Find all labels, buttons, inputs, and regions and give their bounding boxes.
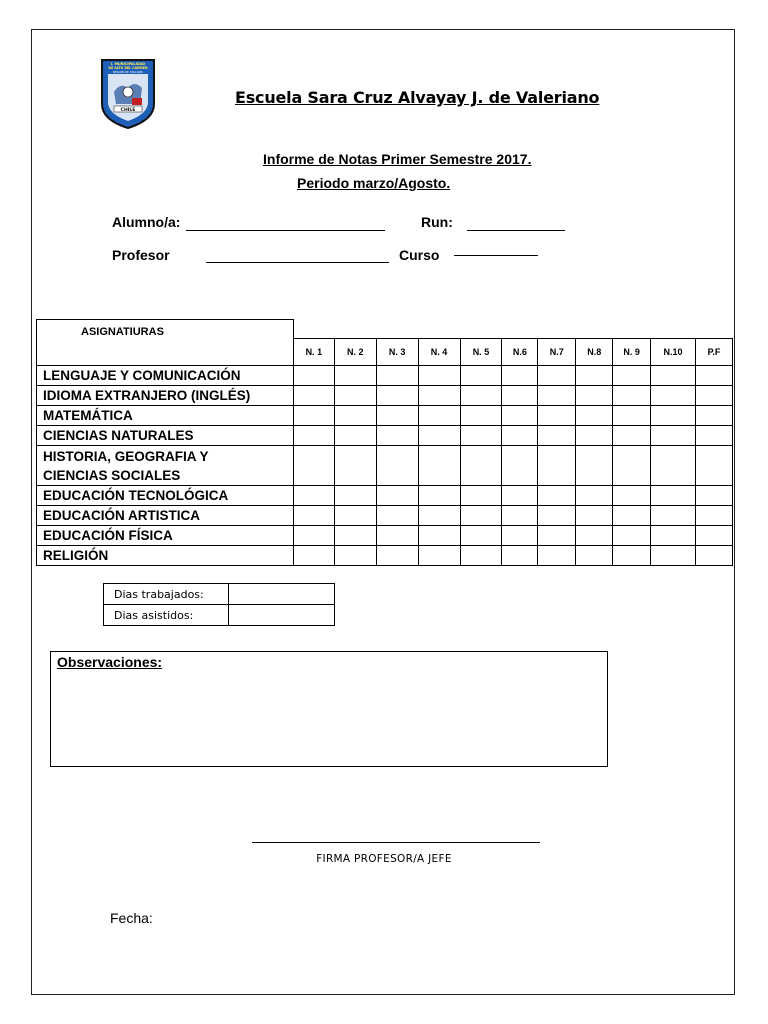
grade-cell[interactable] — [576, 506, 613, 526]
col-n5: N. 5 — [460, 339, 502, 366]
grade-cell[interactable] — [460, 366, 502, 386]
col-n7: N.7 — [538, 339, 576, 366]
grade-cell[interactable] — [376, 386, 418, 406]
run-field-line[interactable] — [467, 230, 565, 231]
logo-country-text: CHILE — [120, 108, 136, 113]
subject-fisica: EDUCACIÓN FÍSICA — [37, 526, 294, 546]
subject-lenguaje: LENGUAJE Y COMUNICACIÓN — [37, 366, 294, 386]
table-row — [37, 446, 733, 486]
grade-cell[interactable] — [418, 506, 460, 526]
subjects-header-cell — [37, 320, 294, 366]
grade-cell[interactable] — [334, 406, 376, 426]
grade-cell[interactable] — [376, 486, 418, 506]
col-pf: P.F — [696, 339, 733, 366]
grade-cell[interactable] — [460, 446, 502, 486]
observations-label: Observaciones: — [57, 654, 163, 670]
grade-cell[interactable] — [696, 426, 733, 446]
col-n4: N. 4 — [418, 339, 460, 366]
col-n1: N. 1 — [293, 339, 334, 366]
grade-cell[interactable] — [613, 426, 651, 446]
grade-cell[interactable] — [613, 526, 651, 546]
grade-cell[interactable] — [334, 486, 376, 506]
grade-cell[interactable] — [576, 526, 613, 546]
school-crest-logo — [100, 58, 156, 130]
student-label: Alumno/a: — [112, 214, 181, 230]
grade-cell[interactable] — [293, 546, 334, 566]
table-row — [37, 486, 733, 506]
grade-cell[interactable] — [460, 386, 502, 406]
grade-cell[interactable] — [334, 526, 376, 546]
header-spacer — [293, 320, 732, 339]
grade-cell[interactable] — [538, 486, 576, 506]
grade-cell[interactable] — [334, 546, 376, 566]
grades-table — [36, 319, 733, 566]
subject-tecnologica: EDUCACIÓN TECNOLÓGICA — [37, 486, 294, 506]
grade-cell[interactable] — [502, 506, 538, 526]
grade-cell[interactable] — [460, 426, 502, 446]
grade-cell[interactable] — [613, 366, 651, 386]
grade-cell[interactable] — [696, 446, 733, 486]
grade-cell[interactable] — [651, 386, 696, 406]
attendance-table — [103, 583, 335, 626]
grade-cell[interactable] — [502, 546, 538, 566]
days-worked-input[interactable] — [228, 584, 334, 605]
grade-cell[interactable] — [696, 386, 733, 406]
logo-text-1: I. MUNICIPALIDAD — [110, 62, 146, 66]
grade-cell[interactable] — [502, 526, 538, 546]
table-row — [37, 546, 733, 566]
grade-cell[interactable] — [418, 366, 460, 386]
subject-historia-line1: HISTORIA, GEOGRAFIA Y — [43, 448, 209, 464]
grade-cell[interactable] — [460, 406, 502, 426]
grade-cell[interactable] — [576, 386, 613, 406]
subject-artistica: EDUCACIÓN ARTISTICA — [37, 506, 294, 526]
grade-cell[interactable] — [293, 426, 334, 446]
table-row — [37, 386, 733, 406]
grade-cell[interactable] — [293, 526, 334, 546]
grade-cell[interactable] — [696, 406, 733, 426]
grade-cell[interactable] — [418, 526, 460, 546]
grade-cell[interactable] — [538, 506, 576, 526]
subject-historia-line2: CIENCIAS SOCIALES — [43, 467, 181, 483]
grade-cell[interactable] — [376, 406, 418, 426]
days-worked-label: Dias trabajados: — [104, 584, 229, 605]
grade-cell[interactable] — [502, 386, 538, 406]
table-row — [37, 406, 733, 426]
grade-cell[interactable] — [376, 546, 418, 566]
grade-cell[interactable] — [576, 446, 613, 486]
run-label: Run: — [421, 214, 453, 230]
table-row — [37, 366, 733, 386]
grade-cell[interactable] — [376, 446, 418, 486]
grade-cell[interactable] — [293, 406, 334, 426]
col-n6: N.6 — [502, 339, 538, 366]
grade-cell[interactable] — [576, 406, 613, 426]
subject-historia — [37, 446, 294, 486]
grade-cell[interactable] — [502, 366, 538, 386]
grade-cell[interactable] — [293, 506, 334, 526]
grade-cell[interactable] — [651, 426, 696, 446]
report-period: Periodo marzo/Agosto. — [297, 175, 451, 191]
col-n2: N. 2 — [334, 339, 376, 366]
grade-cell[interactable] — [376, 526, 418, 546]
grade-cell[interactable] — [502, 406, 538, 426]
grade-cell[interactable] — [576, 426, 613, 446]
grade-cell[interactable] — [334, 506, 376, 526]
grade-cell[interactable] — [293, 366, 334, 386]
grade-cell[interactable] — [460, 546, 502, 566]
days-attended-label: Dias asistidos: — [104, 605, 229, 626]
subject-religion: RELIGIÓN — [37, 546, 294, 566]
grade-cell[interactable] — [460, 506, 502, 526]
grade-cell[interactable] — [538, 546, 576, 566]
grade-cell[interactable] — [538, 526, 576, 546]
days-attended-input[interactable] — [228, 605, 334, 626]
table-row — [37, 506, 733, 526]
col-n9: N. 9 — [613, 339, 651, 366]
grade-cell[interactable] — [418, 426, 460, 446]
teacher-label: Profesor — [112, 247, 170, 263]
grade-cell[interactable] — [538, 366, 576, 386]
grade-cell[interactable] — [538, 386, 576, 406]
grade-cell[interactable] — [696, 486, 733, 506]
grade-cell[interactable] — [613, 546, 651, 566]
grade-cell[interactable] — [418, 406, 460, 426]
grade-cell[interactable] — [613, 386, 651, 406]
grade-cell[interactable] — [696, 546, 733, 566]
subject-ciencias-naturales: CIENCIAS NATURALES — [37, 426, 294, 446]
grade-cell[interactable] — [502, 486, 538, 506]
grade-cell[interactable] — [460, 486, 502, 506]
grade-cell[interactable] — [418, 546, 460, 566]
grade-cell[interactable] — [538, 426, 576, 446]
grade-cell[interactable] — [334, 386, 376, 406]
grade-cell[interactable] — [418, 486, 460, 506]
grade-cell[interactable] — [576, 486, 613, 506]
grade-cell[interactable] — [376, 506, 418, 526]
grade-cell[interactable] — [696, 366, 733, 386]
subjects-header: ASIGNATIURAS — [81, 326, 164, 338]
col-n10: N.10 — [651, 339, 696, 366]
table-row — [37, 526, 733, 546]
grade-cell[interactable] — [613, 486, 651, 506]
grade-cell[interactable] — [613, 446, 651, 486]
grade-cell[interactable] — [651, 526, 696, 546]
logo-text-2: DE ALTO DEL CARMEN — [108, 66, 148, 70]
grade-cell[interactable] — [651, 546, 696, 566]
grade-cell[interactable] — [418, 386, 460, 406]
grade-cell[interactable] — [334, 426, 376, 446]
grade-cell[interactable] — [538, 406, 576, 426]
signature-label: FIRMA PROFESOR/A JEFE — [316, 853, 452, 865]
grade-cell[interactable] — [293, 486, 334, 506]
grade-cell[interactable] — [376, 426, 418, 446]
subject-matematica: MATEMÁTICA — [37, 406, 294, 426]
logo-text-3: REGION DE ATACAMA — [113, 70, 143, 74]
grade-cell[interactable] — [334, 366, 376, 386]
grade-cell[interactable] — [502, 446, 538, 486]
course-field-line[interactable] — [454, 255, 538, 256]
grade-cell[interactable] — [576, 366, 613, 386]
grade-cell[interactable] — [696, 506, 733, 526]
date-label: Fecha: — [110, 910, 153, 926]
grade-cell[interactable] — [576, 546, 613, 566]
grade-cell[interactable] — [651, 506, 696, 526]
grade-cell[interactable] — [293, 446, 334, 486]
student-field-line[interactable] — [186, 230, 385, 231]
course-label: Curso — [399, 247, 440, 263]
grade-cell[interactable] — [293, 386, 334, 406]
grade-cell[interactable] — [651, 486, 696, 506]
grade-cell[interactable] — [334, 446, 376, 486]
grade-cell[interactable] — [696, 526, 733, 546]
grade-cell[interactable] — [651, 406, 696, 426]
teacher-field-line[interactable] — [206, 262, 389, 263]
grade-cell[interactable] — [418, 446, 460, 486]
observations-box[interactable] — [50, 651, 608, 767]
col-n8: N.8 — [576, 339, 613, 366]
signature-line[interactable] — [252, 842, 540, 843]
grade-cell[interactable] — [460, 526, 502, 546]
col-n3: N. 3 — [376, 339, 418, 366]
grade-cell[interactable] — [376, 366, 418, 386]
table-row — [37, 426, 733, 446]
grade-cell[interactable] — [651, 366, 696, 386]
grade-cell[interactable] — [613, 506, 651, 526]
subject-ingles: IDIOMA EXTRANJERO (INGLÉS) — [37, 386, 294, 406]
grade-cell[interactable] — [538, 446, 576, 486]
grade-cell[interactable] — [651, 446, 696, 486]
school-name: Escuela Sara Cruz Alvayay J. de Valeriano — [235, 88, 600, 107]
grade-cell[interactable] — [613, 406, 651, 426]
grade-cell[interactable] — [502, 426, 538, 446]
report-title: Informe de Notas Primer Semestre 2017. — [263, 151, 532, 167]
